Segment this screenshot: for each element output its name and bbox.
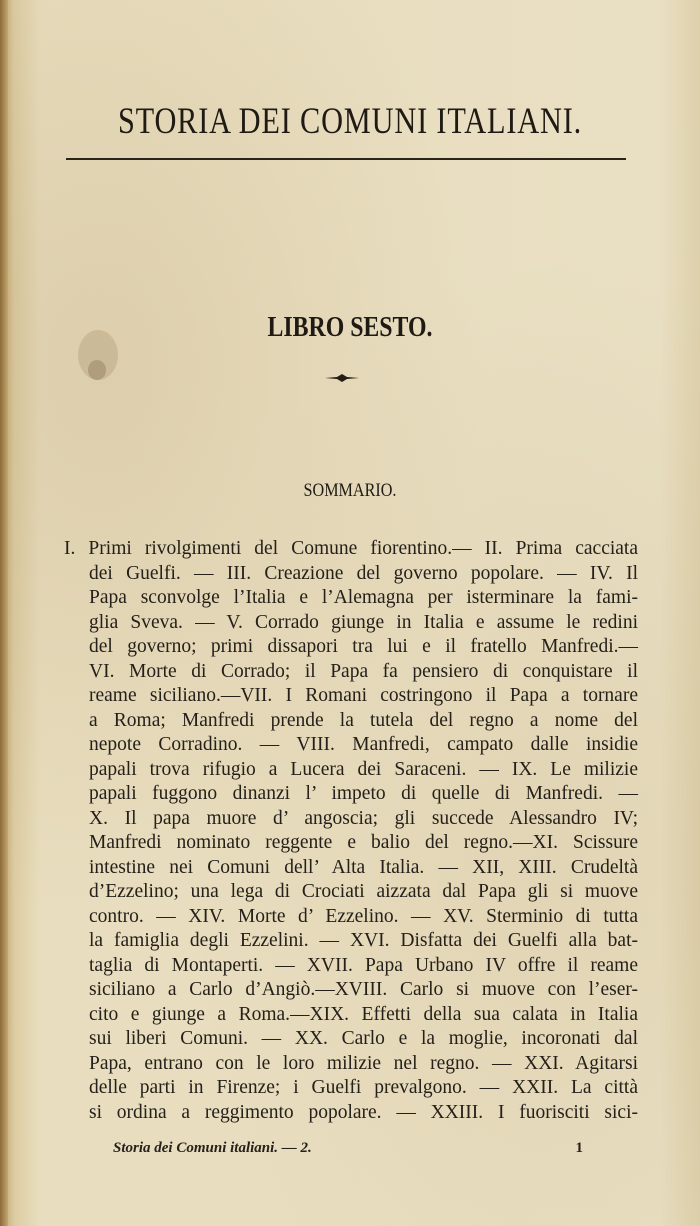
summary-line: Papa, entrano con le loro milizie nel regno. — XXI. Agitarsi <box>89 1052 638 1074</box>
summary-line: intestine nei Comuni dell’ Alta Italia. — XII, XIII. Crudeltà <box>89 856 638 878</box>
summary-line: VI. Morte di Corrado; il Papa fa pensiero di conquistare il <box>89 660 638 682</box>
summary-line: sui liberi Comuni. — XX. Carlo e la moglie, incoronati dal <box>89 1028 638 1049</box>
summary-line: siciliano a Carlo d’Angiò.—XVIII. Carlo si muove con l’eser- <box>89 979 638 1000</box>
summary-line: si ordina a reggimento popolare. — XXIII. I fuorisciti sici- <box>89 1101 638 1123</box>
page-footer <box>113 1140 583 1157</box>
summary-line: contro. — XIV. Morte d’ Ezzelino. — XV. Sterminio di tutta <box>89 905 638 927</box>
header-rule <box>66 158 626 160</box>
summary-line: papali trova rifugio a Lucera dei Saraceni. — IX. Le milizie <box>89 758 638 780</box>
summary-line: reame siciliano.—VII. I Romani costringono il Papa a tornare <box>89 685 638 706</box>
summary-line: Manfredi nominato reggente e balio del regno.—XI. Scissure <box>89 832 638 853</box>
summary-line: d’Ezzelino; una lega di Crociati aizzata dal Papa gli si muove <box>89 881 638 902</box>
summary-line: taglia di Montaperti. — XVII. Papa Urbano IV offre il reame <box>89 954 638 976</box>
summary-heading: SOMMARIO. <box>303 480 397 501</box>
summary-line: a Roma; Manfredi prende la tutela del regno a nome del <box>89 709 638 731</box>
summary-line: la famiglia degli Ezzelini. — XVI. Disfatta dei Guelfi alla bat- <box>89 930 638 951</box>
summary-line: X. Il papa muore d’ angoscia; gli succede Alessandro IV; <box>89 807 638 829</box>
summary-line: nepote Corradino. — VIII. Manfredi, campato dalle insidie <box>89 734 638 755</box>
summary-line: Papa sconvolge l’Italia e l’Alemagna per isterminare la fami- <box>89 587 638 608</box>
summary-line: dei Guelfi. — III. Creazione del governo popolare. — IV. Il <box>89 562 638 584</box>
paper-stain <box>88 360 106 380</box>
running-header-title: STORIA DEI COMUNI ITALIANI. <box>117 101 583 142</box>
summary-line: delle parti in Firenze; i Guelfi prevalgono. — XXII. La città <box>89 1077 638 1098</box>
page-binding-edge <box>0 0 8 1226</box>
summary-line: glia Sveva. — V. Corrado giunge in Italia e assume le redini <box>89 611 638 633</box>
signature-mark: Storia dei Comuni italiani. — 2. <box>113 1140 312 1156</box>
ornament-dash-icon <box>325 373 359 383</box>
summary-line: del governo; primi dissapori tra lui e il fratello Manfredi.— <box>89 636 638 657</box>
summary-line: papali fuggono dinanzi l’ impeto di quelle di Manfredi. — <box>89 783 638 804</box>
summary-text <box>64 537 638 1125</box>
summary-line: I. Primi rivolgimenti del Comune fiorentino.— II. Prima cacciata <box>64 538 638 559</box>
book-title: LIBRO SESTO. <box>267 312 433 343</box>
page-folio: 1 <box>575 1140 583 1156</box>
summary-line: cito e giunge a Roma.—XIX. Effetti della sua calata in Italia <box>89 1003 638 1025</box>
